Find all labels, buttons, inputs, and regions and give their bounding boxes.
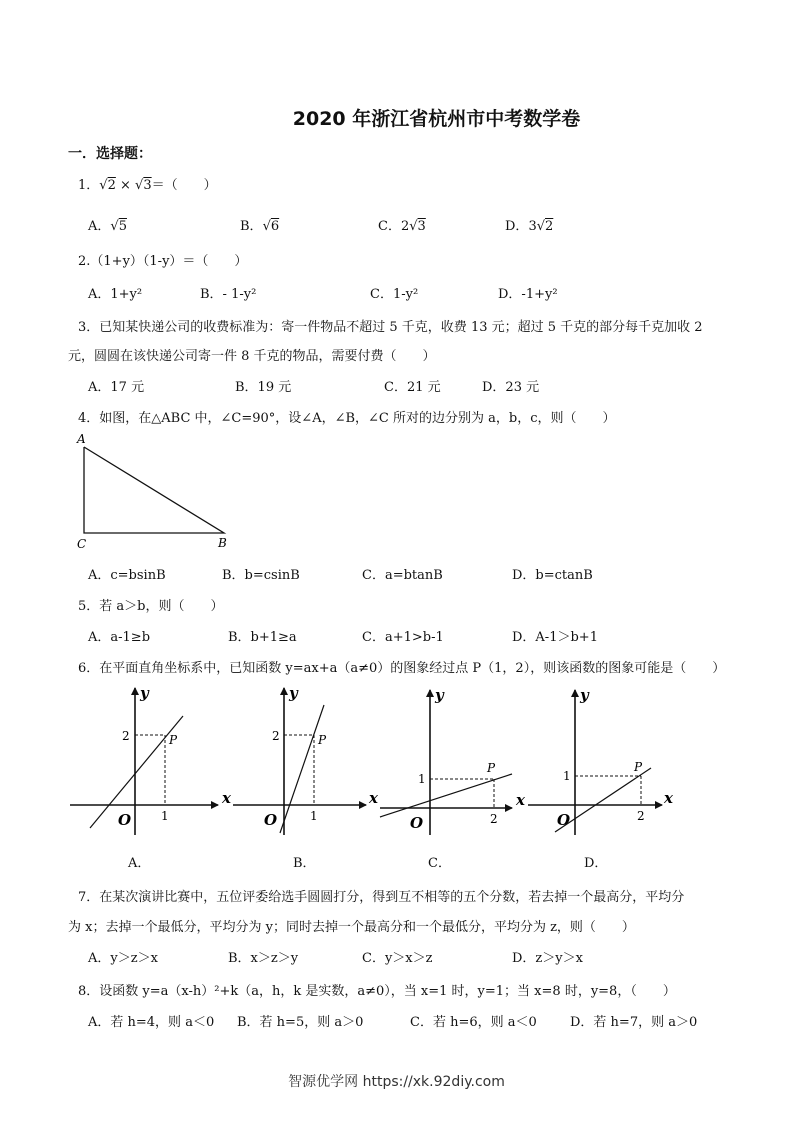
q4-option-c: C．a=btanB xyxy=(362,568,443,583)
q8-option-a: A．若 h=4，则 a＜0 xyxy=(88,1015,215,1030)
sqrt-icon: √ xyxy=(262,219,271,234)
y-label: y xyxy=(580,686,589,704)
q1-option-radicand: 6 xyxy=(270,219,280,234)
q1-option-coef: 2 xyxy=(400,219,410,234)
graph-c xyxy=(380,686,526,835)
x-label: x xyxy=(222,789,231,807)
q2-option-a: A．1+y² xyxy=(88,287,143,302)
question-6: 6．在平面直角坐标系中，已知函数 y=ax+a（a≠0）的图象经过点 P（1，2），则该函数的图象可能是（ ） xyxy=(78,661,726,676)
question-3-line-2: 元，圆圆在该快递公司寄一件 8 千克的物品，需要付费（ ） xyxy=(68,349,436,364)
graph-b xyxy=(233,684,379,835)
graph-d xyxy=(528,686,674,835)
q6-option-b: B． xyxy=(293,856,316,871)
question-3-line-1: 3．已知某快递公司的收费标准为：寄一件物品不超过 5 千克，收费 13 元；超过 5 千克的部分每千克加收 2 xyxy=(78,320,703,335)
point-p-label: P xyxy=(487,761,496,775)
q1-radicand-a: 2 xyxy=(107,178,116,193)
q1-option-radicand: 5 xyxy=(118,219,127,234)
vertex-label-b: B xyxy=(218,536,227,550)
q1-option-coef: 3 xyxy=(528,219,537,234)
q3-option-a: A．17 元 xyxy=(88,380,145,395)
q5-option-a: A．a-1≥b xyxy=(88,630,151,645)
q1-option-radicand: 3 xyxy=(417,219,426,234)
q5-option-c: C．a+1>b-1 xyxy=(362,630,444,645)
q4-option-a: A．c=bsinB xyxy=(88,568,166,583)
point-p-label: P xyxy=(318,733,327,747)
q6-option-a: A． xyxy=(128,856,151,871)
q8-option-b: B．若 h=5，则 a＞0 xyxy=(237,1015,364,1030)
point-p-label: P xyxy=(634,760,643,774)
y-tick-label: 2 xyxy=(272,729,280,743)
q7-option-b: B．x＞z＞y xyxy=(228,951,299,966)
function-line xyxy=(380,774,512,817)
q1-option-letter: D． xyxy=(505,219,529,234)
question-2: 2.（1+y）（1-y）＝（ ） xyxy=(78,254,248,269)
q4-option-d: D．b=ctanB xyxy=(512,568,593,583)
sqrt-icon: √ xyxy=(110,219,119,234)
y-label: y xyxy=(289,684,298,702)
graph-a xyxy=(70,684,232,835)
q1-option-letter: B． xyxy=(240,219,263,234)
q7-option-c: C．y＞x＞z xyxy=(362,951,433,966)
origin-label: O xyxy=(118,811,132,829)
q8-option-c: C．若 h=6，则 a＜0 xyxy=(410,1015,537,1030)
origin-label: O xyxy=(557,811,571,829)
y-tick-label: 1 xyxy=(418,772,426,786)
y-tick-label: 2 xyxy=(122,729,130,743)
q1-tail: ＝（ ） xyxy=(151,178,217,193)
question-7-line-2: 为 x；去掉一个最低分，平均分为 y；同时去掉一个最高分和一个最低分，平均分为 z，则（ ） xyxy=(68,920,635,935)
question-8: 8．设函数 y=a（x-h）²+k（a，h，k 是实数，a≠0），当 x=1 时，y=1；当 x=8 时，y=8，（ ） xyxy=(78,984,676,999)
vertex-label-a: A xyxy=(77,432,86,446)
q2-option-c: C．1-y² xyxy=(370,287,419,302)
q1-times: × xyxy=(120,178,131,193)
q2-option-d: D．-1+y² xyxy=(498,287,558,302)
q3-option-b: B．19 元 xyxy=(235,380,292,395)
sqrt-icon: √ xyxy=(99,178,108,193)
x-label: x xyxy=(369,789,378,807)
q6-option-c: C． xyxy=(428,856,451,871)
sqrt-icon: √ xyxy=(135,178,144,193)
section-heading: 一．选择题： xyxy=(68,146,152,162)
q1-option-letter: A． xyxy=(88,219,111,234)
q5-option-d: D．A-1＞b+1 xyxy=(512,630,598,645)
question-5: 5．若 a＞b，则（ ） xyxy=(78,599,224,614)
origin-label: O xyxy=(264,811,278,829)
x-tick-label: 1 xyxy=(161,809,169,823)
q1-option-radicand: 2 xyxy=(545,219,554,234)
sqrt-icon: √ xyxy=(536,219,546,234)
q7-option-a: A．y＞z＞x xyxy=(88,951,158,966)
point-p-label: P xyxy=(169,733,178,747)
question-4: 4．如图，在△ABC 中，∠C=90°，设∠A，∠B，∠C 所对的边分别为 a，b，c，则（ ） xyxy=(78,411,616,426)
x-tick-label: 2 xyxy=(490,812,498,826)
x-label: x xyxy=(664,789,673,807)
q5-option-b: B．b+1≥a xyxy=(228,630,297,645)
q1-number: 1． xyxy=(78,178,100,193)
q8-option-d: D．若 h=7，则 a＞0 xyxy=(570,1015,698,1030)
y-label: y xyxy=(140,684,149,702)
x-tick-label: 2 xyxy=(637,809,645,823)
x-tick-label: 1 xyxy=(310,809,318,823)
x-label: x xyxy=(516,791,525,809)
y-tick-label: 1 xyxy=(563,769,571,783)
origin-label: O xyxy=(410,814,424,832)
question-7-line-1: 7．在某次演讲比赛中，五位评委给选手圆圆打分，得到互不相等的五个分数，若去掉一个最高分，平均分 xyxy=(78,890,685,905)
vertex-label-c: C xyxy=(77,537,87,551)
sqrt-icon: √ xyxy=(409,219,418,234)
q3-option-d: D．23 元 xyxy=(482,380,540,395)
y-label: y xyxy=(435,686,444,704)
q2-option-b: B．- 1-y² xyxy=(200,287,257,302)
q7-option-d: D．z＞y＞x xyxy=(512,951,583,966)
q3-option-c: C．21 元 xyxy=(384,380,441,395)
q4-option-b: B．b=csinB xyxy=(222,568,300,583)
page-title: 2020 年浙江省杭州市中考数学卷 xyxy=(292,108,581,130)
q1-radicand-b: 3 xyxy=(143,178,152,193)
footer-watermark: 智源优学网 https://xk.92diy.com xyxy=(288,1074,505,1090)
q6-option-d: D． xyxy=(584,856,608,871)
q1-option-letter: C． xyxy=(378,219,401,234)
